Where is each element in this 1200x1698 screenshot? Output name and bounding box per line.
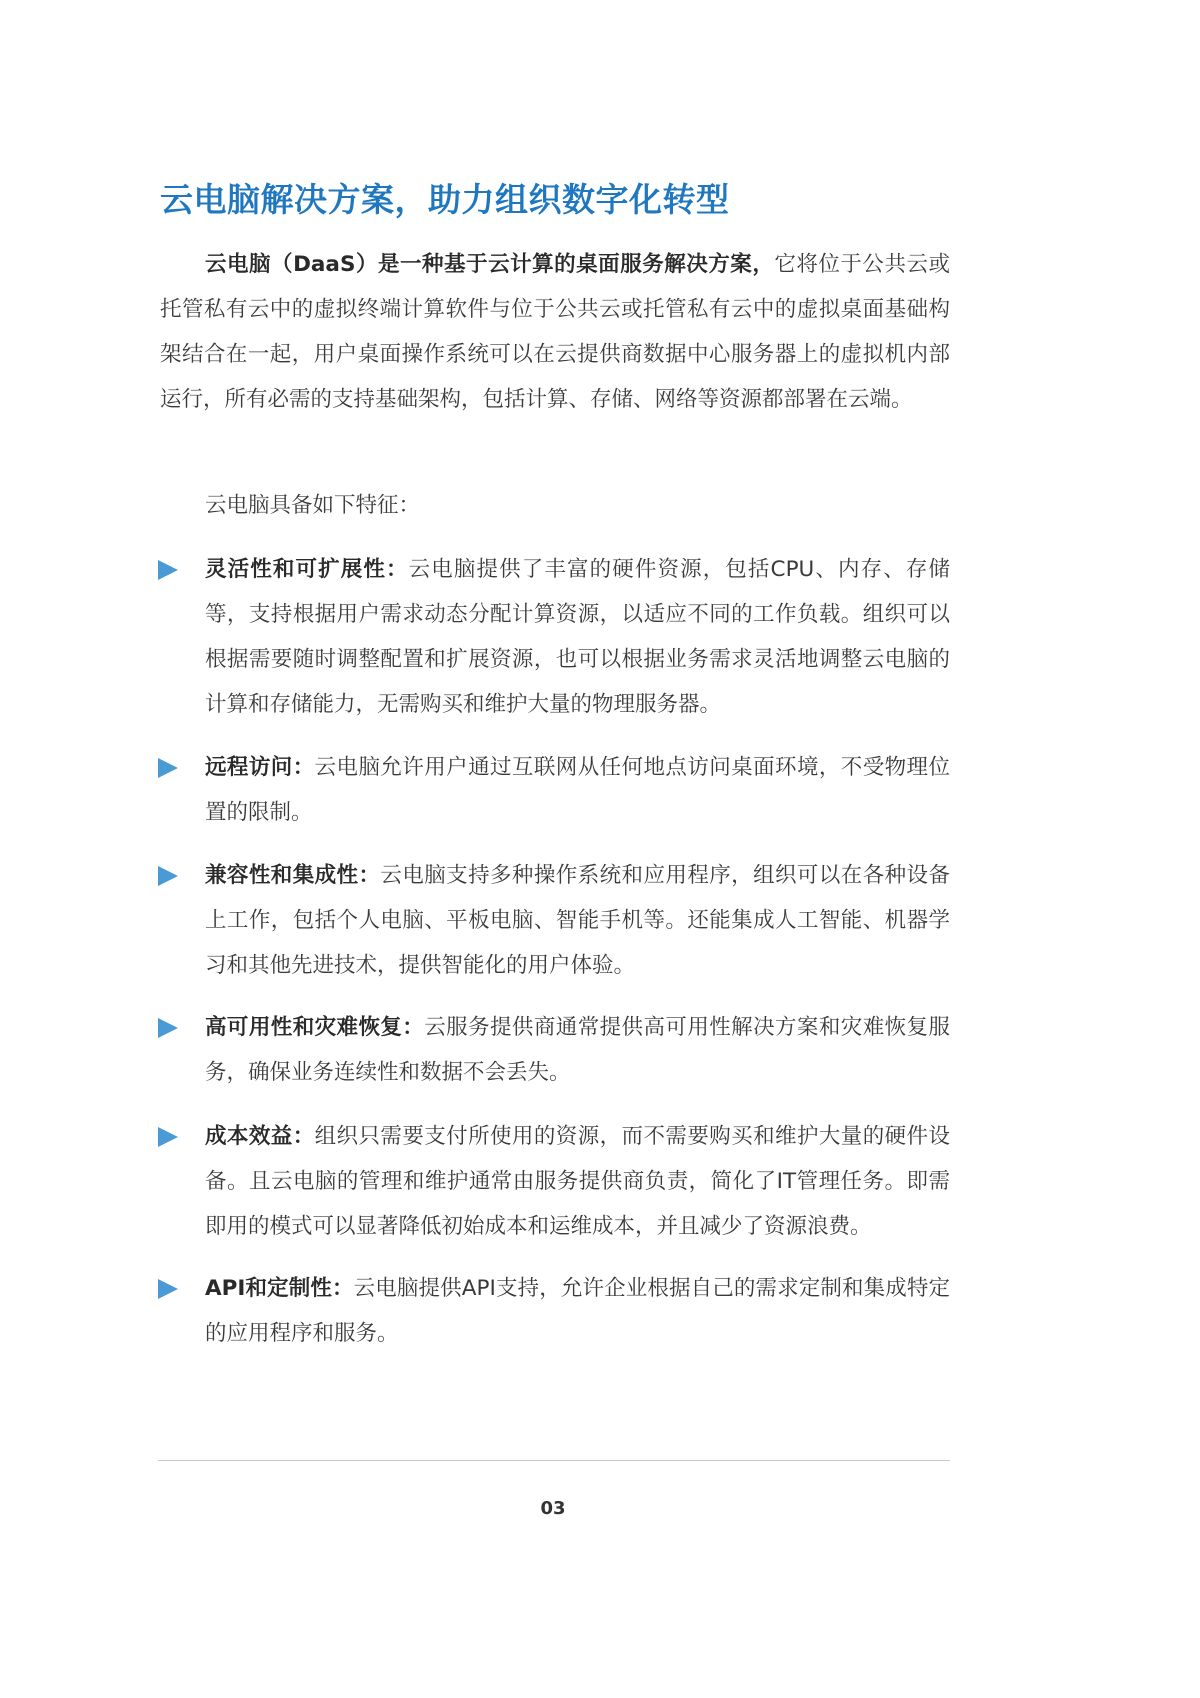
triangle-bullet-icon (158, 1279, 178, 1299)
feature-label: 灵活性和可扩展性： (205, 557, 409, 582)
feature-text: 云服务提供商通常提供高可用性解决方案和灾难恢复服务，确保业务连续性和数据不会丢失。 (205, 1015, 950, 1085)
feature-text: 云电脑支持多种操作系统和应用程序，组织可以在各种设备上工作，包括个人电脑、平板电脑、智能手机等。还能集成人工智能、机器学习和其他先进技术，提供智能化的用户体验。 (205, 863, 950, 978)
triangle-bullet-icon (158, 866, 178, 886)
page-title: 云电脑解决方案，助力组织数字化转型 (160, 180, 730, 219)
feature-label: 高可用性和灾难恢复： (205, 1015, 425, 1040)
feature-item (205, 547, 950, 727)
intro-bold: 云电脑（DaaS）是一种基于云计算的桌面服务解决方案， (205, 252, 775, 277)
feature-label: 兼容性和集成性： (205, 863, 381, 888)
feature-text: 云电脑允许用户通过互联网从任何地点访问桌面环境，不受物理位置的限制。 (205, 755, 950, 825)
feature-label: 成本效益： (205, 1124, 315, 1149)
feature-text: 云电脑提供API支持，允许企业根据自己的需求定制和集成特定的应用程序和服务。 (205, 1276, 950, 1346)
feature-text: 云电脑提供了丰富的硬件资源，包括CPU、内存、存储等，支持根据用户需求动态分配计算资源，以适应不同的工作负载。组织可以根据需要随时调整配置和扩展资源，也可以根据业务需求灵活地调整云电脑的计算和存储能力，无需购买和维护大量的物理服务器。 (205, 557, 950, 717)
feature-item (205, 1005, 950, 1095)
feature-label: API和定制性： (205, 1276, 354, 1301)
triangle-bullet-icon (158, 758, 178, 778)
intro-paragraph (160, 242, 950, 422)
feature-item (205, 1266, 950, 1356)
footer-divider (158, 1460, 950, 1461)
feature-item (205, 853, 950, 988)
feature-item (205, 1114, 950, 1249)
features-heading: 云电脑具备如下特征： (205, 493, 421, 518)
feature-item (205, 745, 950, 835)
triangle-bullet-icon (158, 1127, 178, 1147)
page-number: 03 (540, 1498, 566, 1519)
feature-text: 组织只需要支付所使用的资源，而不需要购买和维护大量的硬件设备。且云电脑的管理和维护通常由服务提供商负责，简化了IT管理任务。即需即用的模式可以显著降低初始成本和运维成本，并且减少了资源浪费。 (205, 1124, 950, 1239)
triangle-bullet-icon (158, 1018, 178, 1038)
triangle-bullet-icon (158, 560, 178, 580)
feature-label: 远程访问： (205, 755, 315, 780)
intro-text: 它将位于公共云或托管私有云中的虚拟终端计算软件与位于公共云或托管私有云中的虚拟桌面基础构架结合在一起，用户桌面操作系统可以在云提供商数据中心服务器上的虚拟机内部运行，所有必需的支持基础架构，包括计算、存储、网络等资源都部署在云端。 (160, 252, 950, 412)
